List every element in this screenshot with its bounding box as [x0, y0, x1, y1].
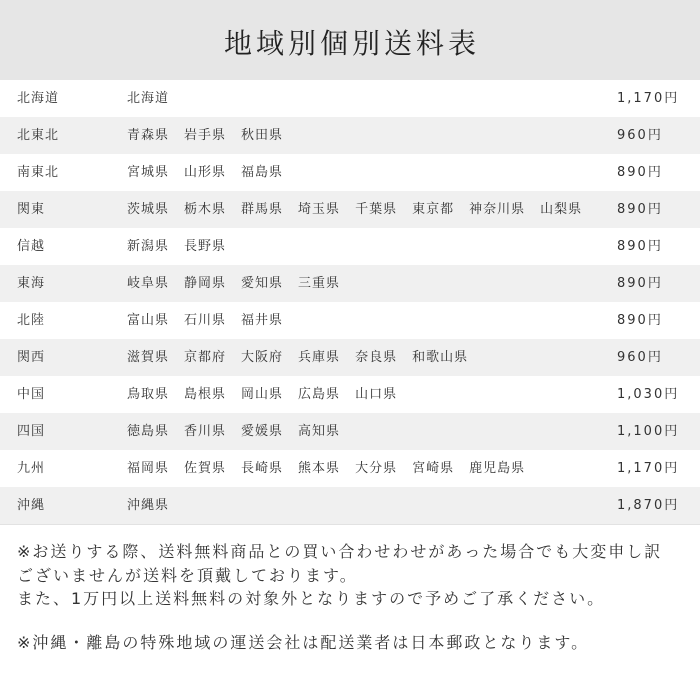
shipping-fee: 1,170円	[617, 461, 680, 476]
prefecture-list	[127, 339, 468, 376]
prefecture: 茨城県	[127, 202, 170, 217]
prefecture: 福岡県	[127, 461, 170, 476]
notes-section	[0, 525, 700, 654]
table-row	[0, 191, 700, 228]
shipping-fee: 1,030円	[617, 387, 680, 402]
prefecture: 愛媛県	[241, 424, 284, 439]
prefecture: 長崎県	[241, 461, 284, 476]
region-name: 九州	[17, 461, 46, 476]
prefecture: 大阪府	[241, 350, 284, 365]
prefecture: 沖縄県	[127, 498, 170, 513]
table-row	[0, 302, 700, 339]
prefecture: 岩手県	[184, 128, 227, 143]
prefecture-list	[127, 265, 340, 302]
note-line: ※沖縄・離島の特殊地域の運送会社は配送業者は日本郵政となります。	[17, 632, 590, 652]
region-name: 四国	[17, 424, 46, 439]
region-name: 中国	[17, 387, 46, 402]
region-name: 北東北	[17, 128, 60, 143]
prefecture: 静岡県	[184, 276, 227, 291]
shipping-fee: 890円	[617, 276, 663, 291]
prefecture: 宮城県	[127, 165, 170, 180]
table-row	[0, 265, 700, 302]
shipping-fee: 1,170円	[617, 91, 680, 106]
prefecture: 石川県	[184, 313, 227, 328]
region-name: 北海道	[17, 91, 60, 106]
prefecture: 新潟県	[127, 239, 170, 254]
prefecture: 栃木県	[184, 202, 227, 217]
prefecture: 宮崎県	[412, 461, 455, 476]
shipping-fee: 960円	[617, 128, 663, 143]
prefecture: 大分県	[355, 461, 398, 476]
table-row	[0, 413, 700, 450]
region-name: 関西	[17, 350, 46, 365]
prefecture-list	[127, 487, 169, 524]
shipping-fee: 1,100円	[617, 424, 680, 439]
prefecture: 千葉県	[355, 202, 398, 217]
region-name: 沖縄	[17, 498, 46, 513]
note-remote-islands	[17, 631, 683, 655]
prefecture: 滋賀県	[127, 350, 170, 365]
prefecture-list	[127, 302, 283, 339]
table-row	[0, 376, 700, 413]
header-bar	[0, 0, 700, 80]
table-row	[0, 154, 700, 191]
region-name: 東海	[17, 276, 46, 291]
prefecture-list	[127, 80, 169, 117]
prefecture-list	[127, 191, 582, 228]
shipping-fee: 890円	[617, 165, 663, 180]
shipping-fee: 890円	[617, 239, 663, 254]
note-line: ※お送りする際、送料無料商品との買い合わせわせがあった場合でも大変申し訳	[17, 542, 663, 561]
note-line: ございませんが送料を頂戴しております。	[17, 565, 358, 585]
prefecture: 兵庫県	[298, 350, 341, 365]
prefecture: 富山県	[127, 313, 170, 328]
prefecture: 埼玉県	[298, 202, 341, 217]
prefecture: 福島県	[241, 165, 284, 180]
prefecture: 鹿児島県	[469, 461, 526, 476]
shipping-fee: 1,870円	[617, 498, 680, 513]
prefecture: 長野県	[184, 239, 227, 254]
prefecture-list	[127, 450, 525, 487]
region-name: 北陸	[17, 313, 46, 328]
prefecture: 東京都	[412, 202, 455, 217]
table-row	[0, 228, 700, 265]
shipping-fee: 960円	[617, 350, 663, 365]
prefecture: 香川県	[184, 424, 227, 439]
prefecture: 島根県	[184, 387, 227, 402]
prefecture-list	[127, 154, 283, 191]
prefecture: 京都府	[184, 350, 227, 365]
region-name: 関東	[17, 202, 46, 217]
region-name: 信越	[17, 239, 46, 254]
shipping-fee: 890円	[617, 313, 663, 328]
prefecture: 群馬県	[241, 202, 284, 217]
prefecture-list	[127, 376, 397, 413]
prefecture: 秋田県	[241, 128, 284, 143]
table-row	[0, 450, 700, 487]
prefecture: 神奈川県	[469, 202, 526, 217]
prefecture: 佐賀県	[184, 461, 227, 476]
prefecture-list	[127, 413, 340, 450]
table-row	[0, 339, 700, 376]
table-row	[0, 487, 700, 524]
prefecture: 奈良県	[355, 350, 398, 365]
prefecture: 鳥取県	[127, 387, 170, 402]
prefecture: 山梨県	[540, 202, 583, 217]
prefecture-list	[127, 228, 226, 265]
prefecture-list	[127, 117, 283, 154]
prefecture: 山口県	[355, 387, 398, 402]
prefecture: 福井県	[241, 313, 284, 328]
prefecture: 岡山県	[241, 387, 284, 402]
prefecture: 北海道	[127, 91, 170, 106]
prefecture: 徳島県	[127, 424, 170, 439]
shipping-fee: 890円	[617, 202, 663, 217]
note-mixed-order	[17, 540, 683, 611]
page-title: 地域別個別送料表	[223, 27, 480, 60]
table-row	[0, 117, 700, 154]
prefecture: 岐阜県	[127, 276, 170, 291]
prefecture: 和歌山県	[412, 350, 469, 365]
note-line: また、1万円以上送料無料の対象外となりますので予めご了承ください。	[17, 589, 606, 608]
prefecture: 高知県	[298, 424, 341, 439]
prefecture: 愛知県	[241, 276, 284, 291]
prefecture: 山形県	[184, 165, 227, 180]
table-row	[0, 80, 700, 117]
prefecture: 広島県	[298, 387, 341, 402]
prefecture: 三重県	[298, 276, 341, 291]
prefecture: 熊本県	[298, 461, 341, 476]
prefecture: 青森県	[127, 128, 170, 143]
region-name: 南東北	[17, 165, 60, 180]
shipping-fee-table	[0, 80, 700, 525]
